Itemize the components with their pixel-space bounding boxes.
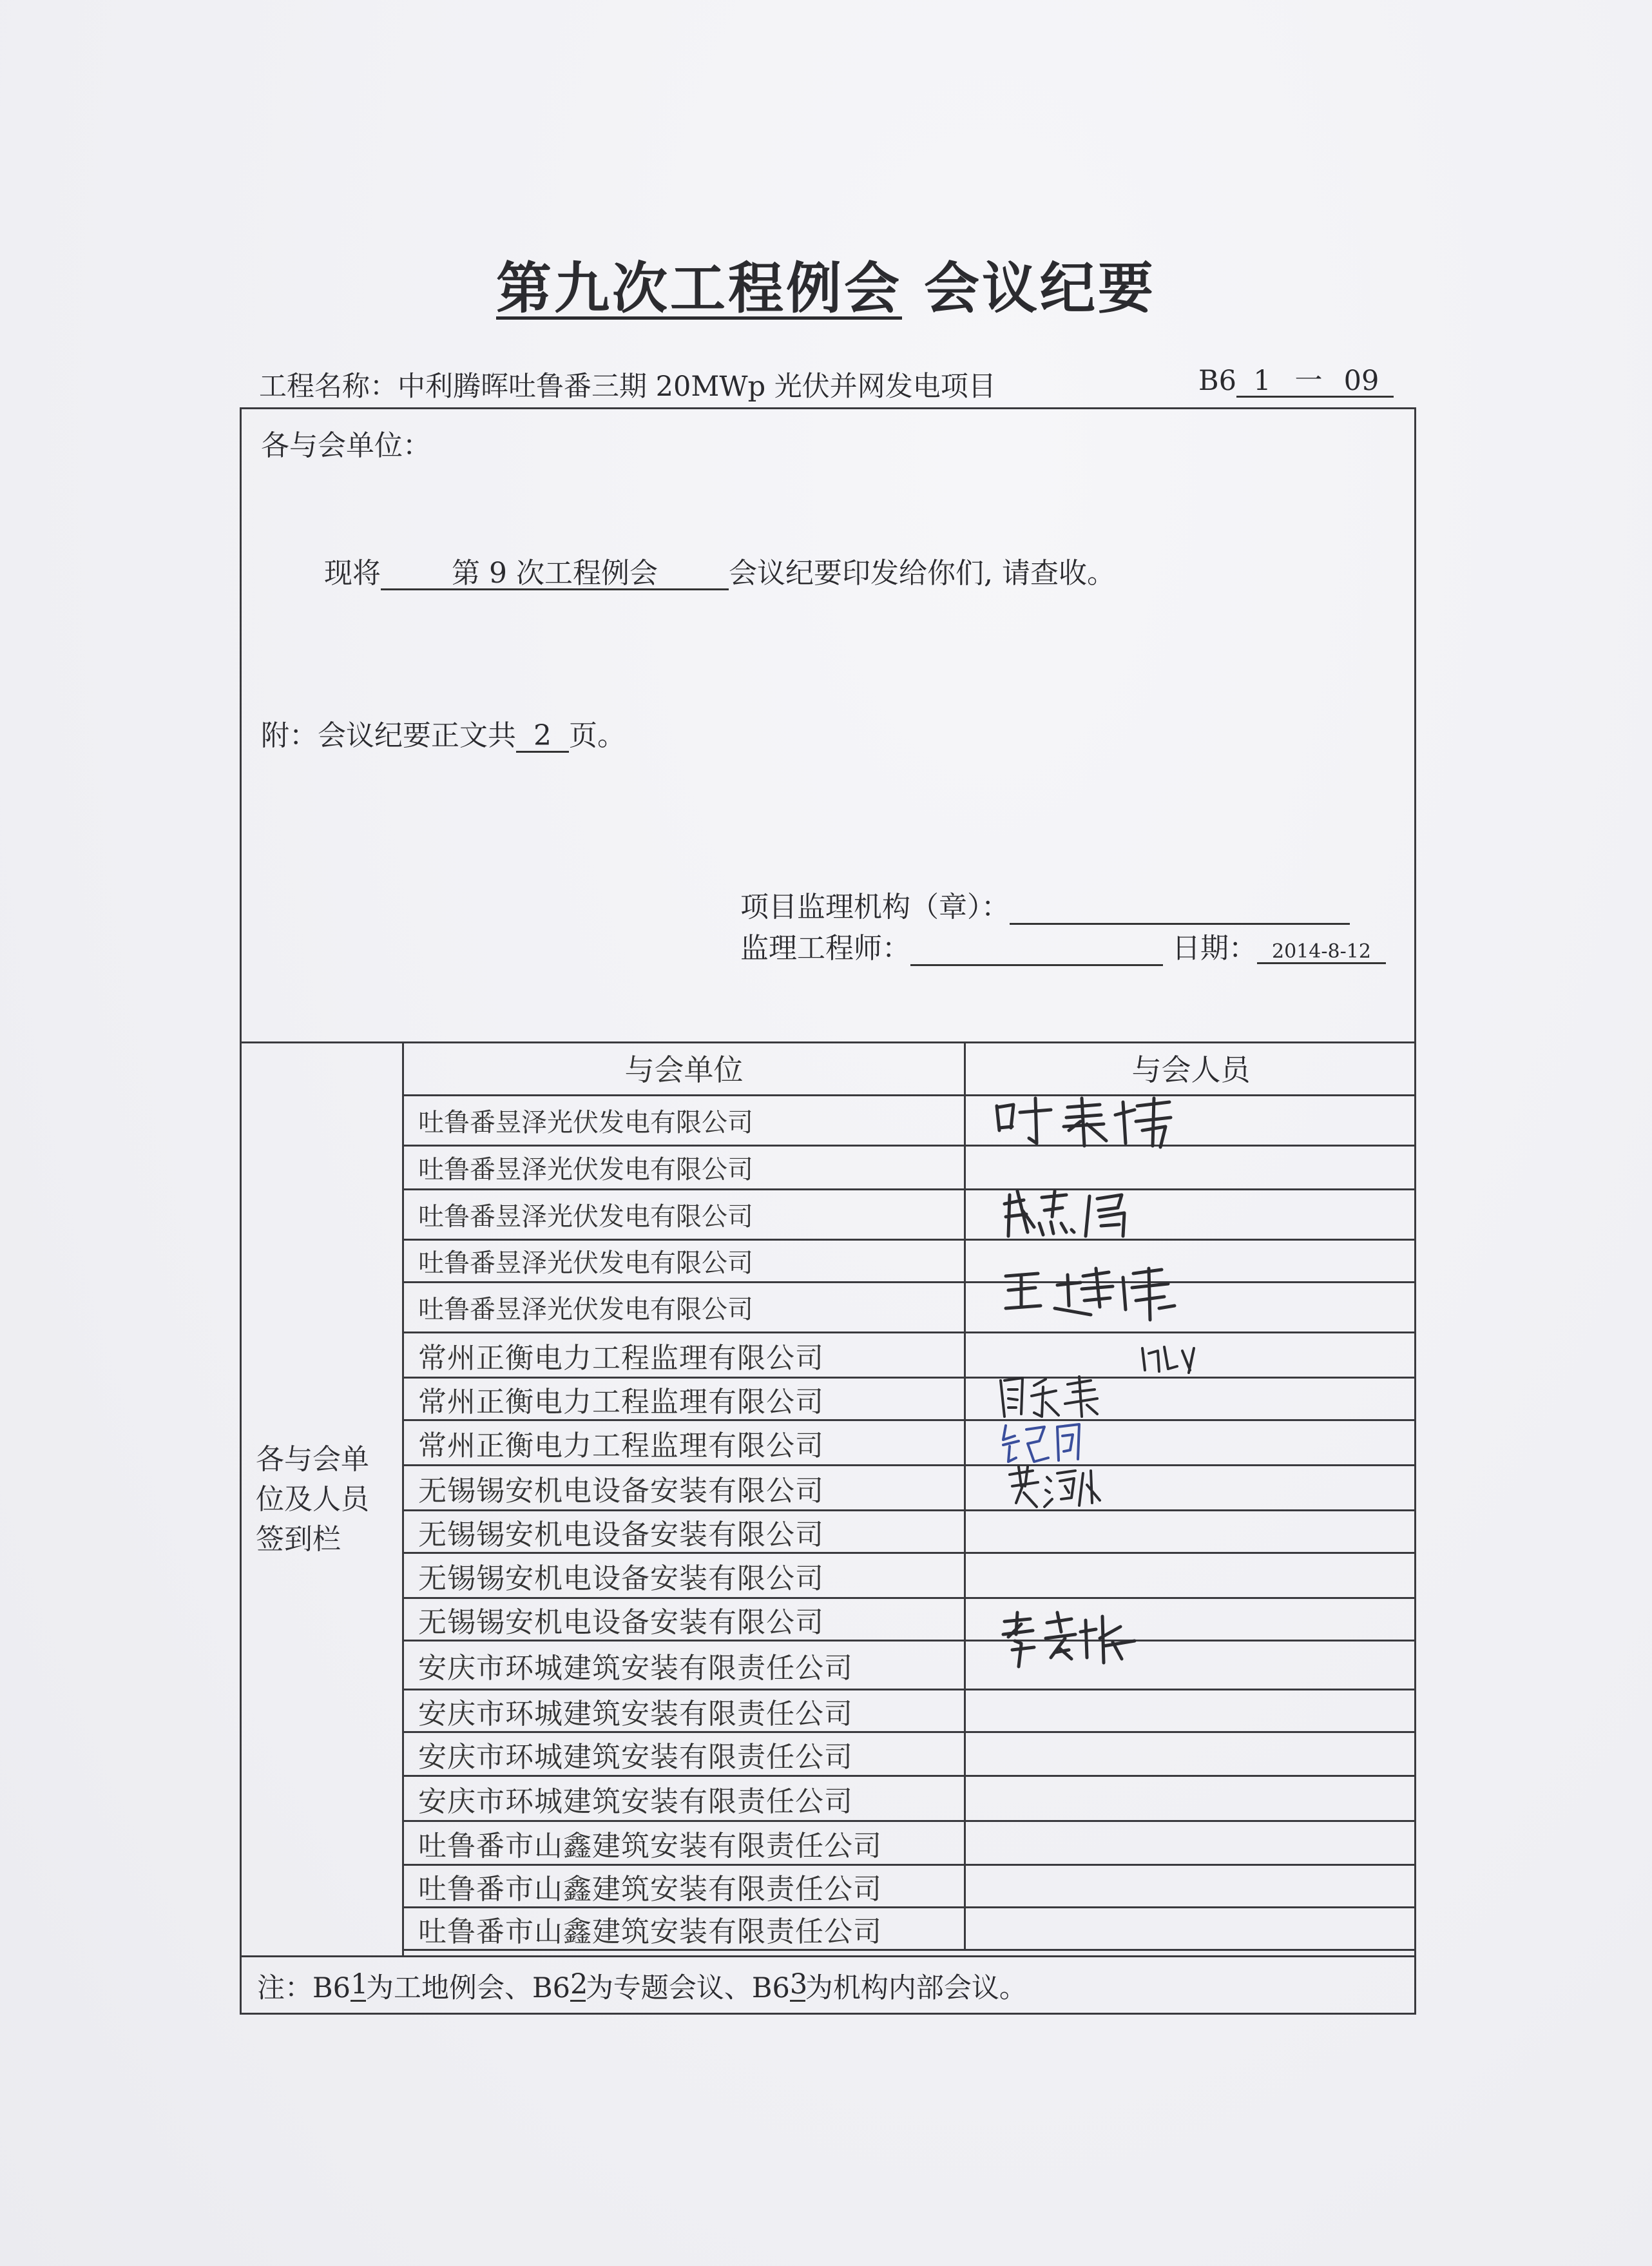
attendance-row: [404, 1466, 1416, 1511]
project-label: 工程名称：: [259, 371, 398, 403]
attendance-org-cell: 吐鲁番昱泽光伏发电有限公司: [404, 1096, 966, 1145]
code-dash: 一: [1288, 367, 1329, 398]
attendance-row: [404, 1777, 1416, 1822]
attendance-org-cell: 吐鲁番昱泽光伏发电有限公司: [404, 1190, 966, 1239]
document-title: [0, 244, 1652, 324]
attachment-suffix: 页。: [569, 719, 626, 752]
attendance-person-cell: [966, 1283, 1416, 1332]
attendance-org-cell: 吐鲁番昱泽光伏发电有限公司: [404, 1241, 966, 1281]
attendance-row: [404, 1241, 1416, 1283]
attendance-org-cell: 无锡锡安机电设备安装有限公司: [404, 1511, 966, 1552]
attendance-person-cell: [966, 1822, 1416, 1864]
supervision-org-blank: [1010, 893, 1350, 925]
code-type: 1: [1236, 367, 1288, 398]
attendance-person-cell: [966, 1190, 1416, 1239]
attendance-row: [404, 1283, 1416, 1333]
attendance-person-cell: [966, 1096, 1416, 1145]
footnote-code-1: 1: [350, 1968, 369, 2001]
attendance-person-cell: [966, 1421, 1416, 1464]
engineer-label: 监理工程师：: [740, 932, 910, 965]
attendance-person-cell: [966, 1599, 1416, 1640]
code-number: 09: [1329, 367, 1394, 398]
date-label: 日期：: [1172, 932, 1257, 965]
attendance-row: [404, 1908, 1416, 1951]
attendance-person-cell: [966, 1466, 1416, 1509]
attendance-row: [404, 1641, 1416, 1690]
footnote-code-2: 2: [570, 1968, 588, 2001]
attendance-org-cell: 常州正衡电力工程监理有限公司: [404, 1379, 966, 1419]
attendance-row: [404, 1379, 1416, 1421]
attendance-org-cell: 无锡锡安机电设备安装有限公司: [404, 1599, 966, 1640]
attendance-person-cell: [966, 1333, 1416, 1377]
footnote-prefix: 注：B6: [257, 1972, 351, 2004]
attendance-person-cell: [966, 1241, 1416, 1281]
attendance-row: [404, 1421, 1416, 1466]
title-meeting-name: 第九次工程例会: [496, 257, 902, 321]
column-header-person: 与会人员: [1131, 1052, 1251, 1087]
engineer-line: [740, 925, 1386, 966]
attendance-grid: [404, 1041, 1416, 1955]
attendance-person-cell: [966, 1554, 1416, 1597]
attendance-org-cell: 安庆市环城建筑安装有限责任公司: [404, 1690, 966, 1731]
attendance-org-cell: 安庆市环城建筑安装有限责任公司: [404, 1777, 966, 1820]
attendance-row: [404, 1190, 1416, 1241]
attendance-header-row: [404, 1041, 1416, 1096]
recipients-label: 各与会单位：: [261, 429, 431, 462]
title-minutes: 会议纪要: [924, 257, 1156, 321]
attendance-row: [404, 1733, 1416, 1777]
project-name: 中利腾晖吐鲁番三期 20MWp 光伏并网发电项目: [398, 371, 996, 403]
form-table: [240, 407, 1416, 2015]
date-value: 2014-8-12: [1257, 942, 1386, 964]
attendance-org-cell: 吐鲁番昱泽光伏发电有限公司: [404, 1283, 966, 1332]
attendance-org-cell: 常州正衡电力工程监理有限公司: [404, 1421, 966, 1464]
attendance-org-cell: 常州正衡电力工程监理有限公司: [404, 1333, 966, 1377]
footnote-text-1: 为工地例会、B6: [365, 1972, 570, 2004]
notice-tail: 会议纪要印发给你们, 请查收。: [729, 557, 1115, 590]
code-prefix: B6: [1198, 365, 1236, 397]
attachment-line: [261, 712, 626, 753]
attendance-org-cell: 无锡锡安机电设备安装有限公司: [404, 1466, 966, 1509]
notice-lead: 现将: [324, 557, 381, 590]
attendance-org-cell: 无锡锡安机电设备安装有限公司: [404, 1554, 966, 1597]
attendance-person-cell: [966, 1641, 1416, 1689]
notice-meeting-name: 第 9 次工程例会: [381, 559, 729, 590]
attendance-org-cell: 吐鲁番市山鑫建筑安装有限责任公司: [404, 1866, 966, 1906]
attendance-row: [404, 1147, 1416, 1190]
attendance-side-label: 各与会单位及人员签到栏: [256, 1443, 369, 1556]
attendance-person-cell: [966, 1690, 1416, 1731]
attendance-org-cell: 安庆市环城建筑安装有限责任公司: [404, 1733, 966, 1775]
attendance-org-cell: 吐鲁番昱泽光伏发电有限公司: [404, 1147, 966, 1188]
engineer-blank: [910, 934, 1163, 966]
attendance-row: [404, 1511, 1416, 1554]
attendance-row: [404, 1822, 1416, 1866]
footnote-code-3: 3: [789, 1968, 808, 2001]
project-header: [259, 365, 1393, 404]
attendance-row: [404, 1554, 1416, 1599]
supervision-org-label: 项目监理机构（章）：: [740, 891, 1010, 924]
attendance-org-cell: 安庆市环城建筑安装有限责任公司: [404, 1641, 966, 1689]
document-code: [1198, 365, 1394, 398]
attendance-row: [404, 1866, 1416, 1908]
attendance-row: [404, 1690, 1416, 1733]
footnote-text-2: 为专题会议、B6: [585, 1972, 790, 2004]
attendance-person-cell: [966, 1147, 1416, 1188]
column-header-org: 与会单位: [404, 1041, 966, 1094]
supervision-org-line: [740, 884, 1350, 925]
attendance-row: [404, 1333, 1416, 1379]
attendance-row: [404, 1096, 1416, 1147]
attendance-person-cell: [966, 1511, 1416, 1552]
attendance-person-cell: [966, 1379, 1416, 1419]
attendance-org-cell: 吐鲁番市山鑫建筑安装有限责任公司: [404, 1908, 966, 1949]
attachment-pages: 2: [516, 721, 569, 753]
notice-section: [242, 409, 1414, 1043]
notice-line: [324, 550, 1115, 591]
attendance-person-cell: [966, 1908, 1416, 1949]
attendance-person-cell: [966, 1733, 1416, 1775]
attachment-prefix: 附：会议纪要正文共: [261, 719, 516, 752]
attendance-row: [404, 1599, 1416, 1641]
attendance-side-cell: [242, 1041, 404, 1955]
attendance-org-cell: 吐鲁番市山鑫建筑安装有限责任公司: [404, 1822, 966, 1864]
attendance-section: [242, 1041, 1414, 1955]
attendance-person-cell: [966, 1866, 1416, 1906]
attendance-person-cell: [966, 1777, 1416, 1820]
footnote: [242, 1955, 1414, 2015]
footnote-text-3: 为机构内部会议。: [805, 1972, 1027, 2004]
